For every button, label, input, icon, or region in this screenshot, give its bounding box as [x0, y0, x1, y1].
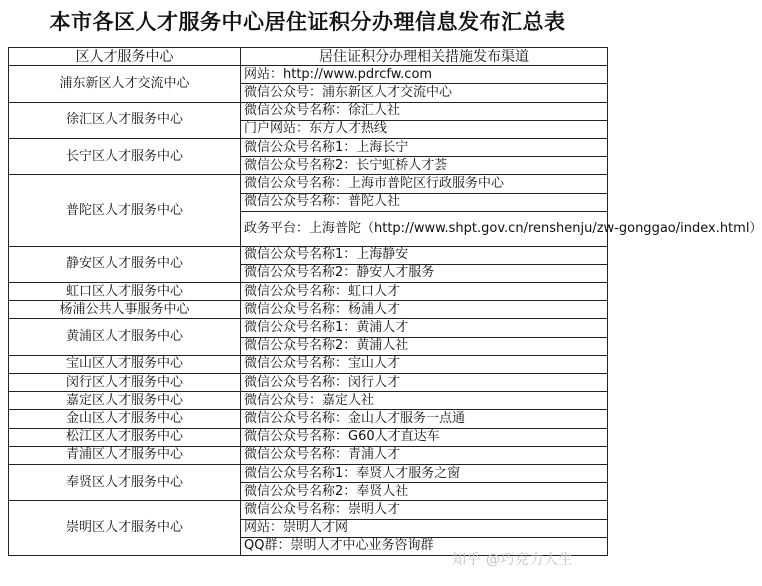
- table-body: [9, 66, 762, 556]
- district-name: 奉贤区人才服务中心: [9, 464, 241, 500]
- table-row: [9, 446, 608, 464]
- district-name: 黄浦区人才服务中心: [9, 319, 241, 355]
- district-name: 静安区人才服务中心: [9, 246, 241, 282]
- table-row: [9, 392, 608, 410]
- district-name: 闵行区人才服务中心: [9, 374, 241, 392]
- header-channels: 居住证积分办理相关措施发布渠道: [241, 48, 608, 66]
- channel-entry: 微信公众号名称：宝山人才: [241, 355, 608, 373]
- district-name: 松江区人才服务中心: [9, 428, 241, 446]
- watermark: 知乎 @巧克力人生: [452, 552, 573, 568]
- district-name: 浦东新区人才交流中心: [9, 66, 241, 102]
- district-name: 宝山区人才服务中心: [9, 355, 241, 373]
- table-row: [9, 175, 608, 193]
- table-row: [9, 428, 608, 446]
- table-row: [9, 66, 608, 84]
- district-name: 崇明区人才服务中心: [9, 501, 241, 556]
- channel-entry: 微信公众号名称2：黄浦人社: [241, 337, 608, 355]
- channel-entry: 微信公众号名称：普陀人社: [241, 193, 608, 211]
- table-header-row: [9, 48, 608, 66]
- channel-entry: 微信公众号：浦东新区人才交流中心: [241, 84, 608, 102]
- channel-entry: 网站：崇明人才网: [241, 519, 608, 537]
- table-row: [9, 374, 608, 392]
- table-row: [9, 301, 608, 319]
- district-name: 嘉定区人才服务中心: [9, 392, 241, 410]
- district-name: 长宁区人才服务中心: [9, 138, 241, 174]
- channel-entry: 微信公众号名称：虹口人才: [241, 283, 608, 301]
- channel-entry: 微信公众号名称：G60人才直达车: [241, 428, 608, 446]
- channel-entry: 微信公众号名称1：奉贤人才服务之窗: [241, 464, 608, 482]
- channel-entry: 政务平台：上海普陀（http://www.shpt.gov.cn/renshenju/zw-gonggao/index.html）: [241, 211, 608, 246]
- table-row: [9, 102, 608, 120]
- channel-entry: 微信公众号名称：金山人才服务一点通: [241, 410, 608, 428]
- channel-entry: QQ群：崇明人才中心业务咨询群: [241, 537, 608, 555]
- channel-entry: 微信公众号名称：闵行人才: [241, 374, 608, 392]
- channel-entry: 微信公众号名称1：上海静安: [241, 246, 608, 264]
- channel-entry: 网站：http://www.pdrcfw.com: [241, 66, 608, 84]
- channel-entry: 微信公众号名称1：黄浦人才: [241, 319, 608, 337]
- channel-entry: 微信公众号名称：青浦人才: [241, 446, 608, 464]
- district-name: 普陀区人才服务中心: [9, 175, 241, 246]
- channel-entry: 微信公众号名称：上海市普陀区行政服务中心: [241, 175, 608, 193]
- table-row: [9, 355, 608, 373]
- district-name: 虹口区人才服务中心: [9, 283, 241, 301]
- channel-entry: 门户网站：东方人才热线: [241, 120, 608, 138]
- table-row: [9, 410, 608, 428]
- table-row: [9, 138, 608, 156]
- channel-entry: 微信公众号名称1：上海长宁: [241, 138, 608, 156]
- header-district: 区人才服务中心: [9, 48, 241, 66]
- channel-entry: 微信公众号名称：徐汇人社: [241, 102, 608, 120]
- table-row: [9, 464, 608, 482]
- page-title: 本市各区人才服务中心居住证积分办理信息发布汇总表: [49, 10, 566, 34]
- channel-entry: 微信公众号名称2：长宁虹桥人才荟: [241, 157, 608, 175]
- district-name: 金山区人才服务中心: [9, 410, 241, 428]
- table-row: [9, 283, 608, 301]
- table-row: [9, 501, 608, 519]
- channel-entry: 微信公众号名称：杨浦人才: [241, 301, 608, 319]
- channel-entry: 微信公众号：嘉定人社: [241, 392, 608, 410]
- channel-entry: 微信公众号名称2：奉贤人社: [241, 483, 608, 501]
- district-name: 徐汇区人才服务中心: [9, 102, 241, 138]
- channel-entry: 微信公众号名称：崇明人才: [241, 501, 608, 519]
- district-name: 青浦区人才服务中心: [9, 446, 241, 464]
- info-table: [8, 47, 762, 556]
- table-row: [9, 246, 608, 264]
- district-name: 杨浦公共人事服务中心: [9, 301, 241, 319]
- channel-entry: 微信公众号名称2：静安人才服务: [241, 264, 608, 282]
- table-row: [9, 319, 608, 337]
